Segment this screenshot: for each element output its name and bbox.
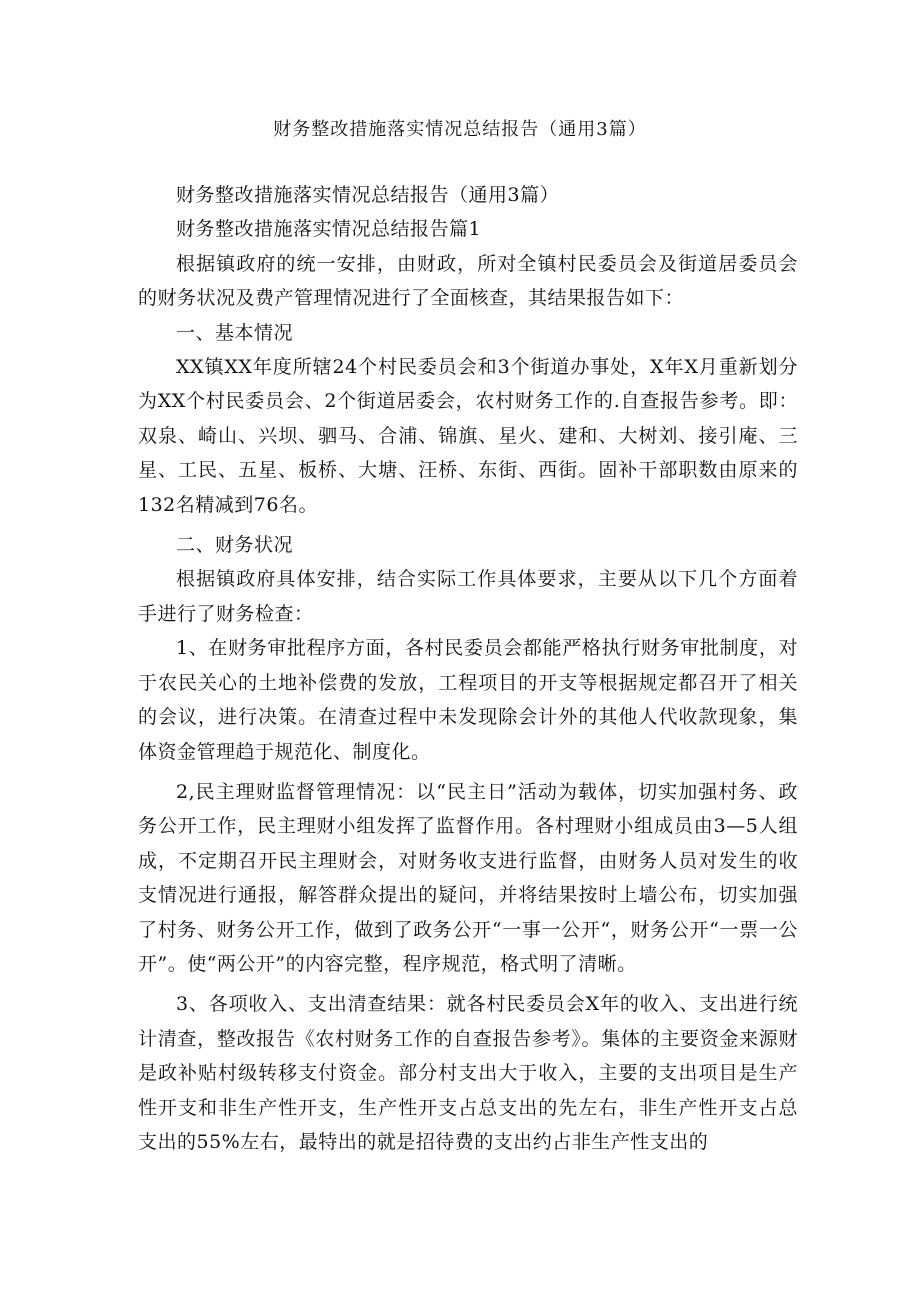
body-paragraph: 2,民主理财监督管理情况：以“民主日”活动为载体，切实加强村务、政务公开工作，民主理财小组发挥了监督作用。各村理财小组成员由3—5人组成，不定期召开民主理财会，对财务收支进行监督，由财务人员对发生的收支情况进行通报，解答群众提出的疑问，并将结果按时上墙公布，切实加强了村务、财务公开工作，做到了政务公开“一事一公开“，财务公开“一票一公开”。使“两公开”的内容完整，程序规范，格式明了清晰。	[138, 780, 798, 975]
section-heading-financial-status: 二、财务状况	[176, 534, 294, 557]
body-paragraph: XX镇XX年度所辖24个村民委员会和3个街道办事处，X年X月重新划分为XX个村民委员会、2个街道居委会，农村财务工作的.自查报告参考。即：双泉、崎山、兴坝、驷马、合浦、锦旗、星火、建和、大树刘、接引庵、三星、工民、五星、板桥、大塘、汪桥、东街、西街。固补干部职数由原来的132名精减到76名。	[138, 356, 798, 516]
document-title: 财务整改措施落实情况总结报告（通用3篇）	[273, 119, 647, 140]
section-heading-basic-situation: 一、基本情况	[176, 321, 294, 344]
body-paragraph: 根据镇政府的统一安排，由财政，所对全镇村民委员会及街道居委员会的财务状况及费产管理情况进行了全面核查，其结果报告如下：	[138, 252, 798, 310]
section-heading-part-1: 财务整改措施落实情况总结报告篇1	[176, 218, 482, 241]
body-paragraph: 根据镇政府具体安排，结合实际工作具体要求，主要从以下几个方面着手进行了财务检查：	[138, 568, 798, 625]
document-body	[138, 178, 798, 1159]
subtitle-paragraph: 财务整改措施落实情况总结报告（通用3篇）	[176, 184, 560, 206]
body-paragraph: 3、各项收入、支出清查结果：就各村民委员会X年的收入、支出进行统计清查，整改报告《农村财务工作的自查报告参考》。集体的主要资金来源财是政补贴村级转移支付资金。部分村支出大于收入，主要的支出项目是生产性开支和非生产性开支，生产性开支占总支出的先左右，非生产性开支占总支出的55%左右，最特出的就是招待费的支出约占非生产性支出的	[138, 993, 798, 1153]
body-paragraph: 1、在财务审批程序方面，各村民委员会都能严格执行财务审批制度，对于农民关心的土地补偿费的发放，工程项目的开支等根据规定都召开了相关的会议，进行决策。在清查过程中未发现除会计外的其他人代收款现象，集体资金管理趋于规范化、制度化。	[138, 637, 798, 763]
